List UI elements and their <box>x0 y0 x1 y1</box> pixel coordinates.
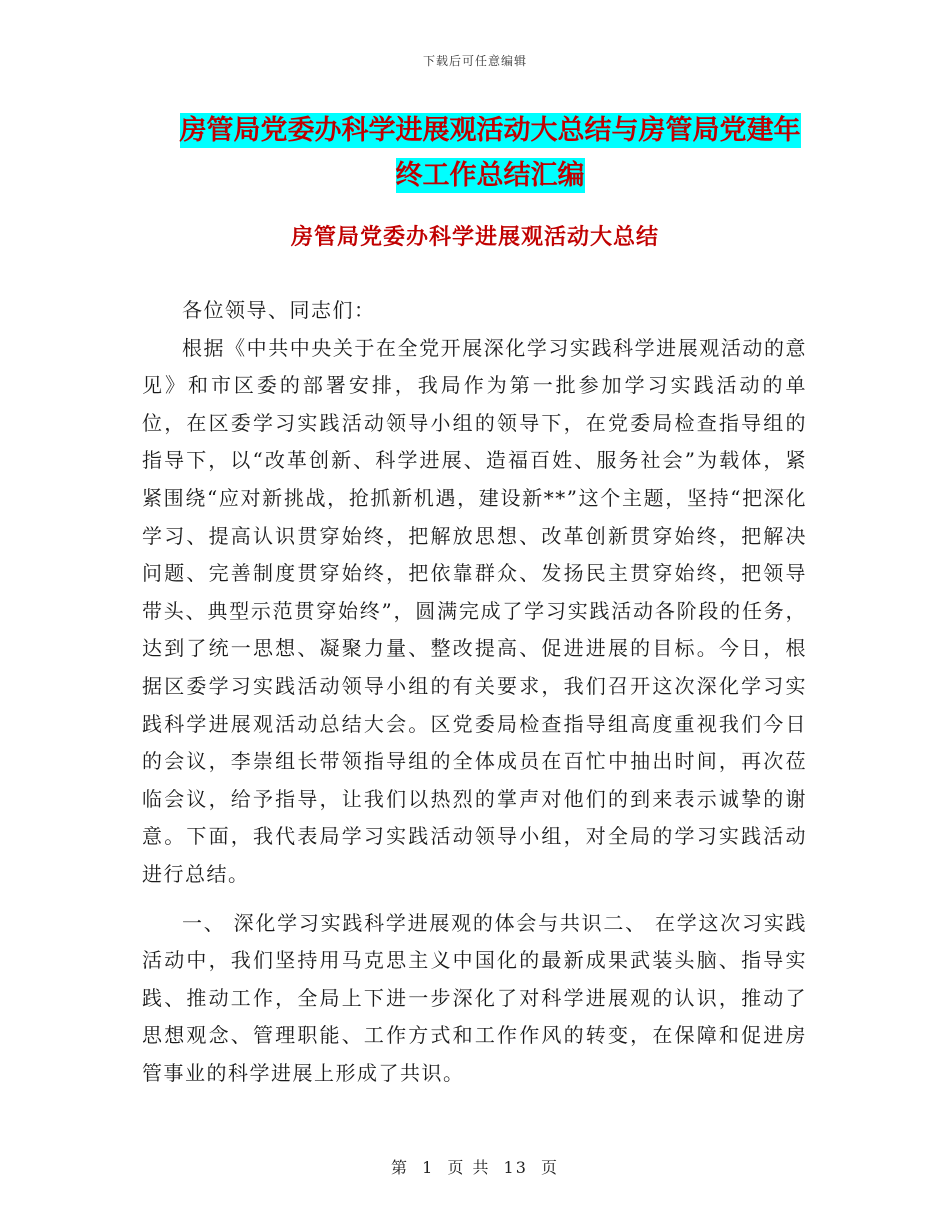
page-middle: 页 共 <box>447 1158 491 1177</box>
page-number: 1 <box>422 1158 435 1177</box>
salutation: 各位领导、同志们： <box>182 298 376 322</box>
page-footer <box>0 1155 950 1178</box>
body-paragraph-1: 根据《中共中央关于在全党开展深化学习实践科学进展观活动的意见》和市区委的部署安排，我局作为第一批参加学习实践活动的单位，在区委学习实践活动领导小组的领导下，在党委局检查指导组的指导下，以“改革创新、科学进展、造福百姓、服务社会”为载体，紧紧围绕“应对新挑战，抢抓新机遇，建设新**”这个主题，坚持“把深化学习、提高认识贯穿始终，把解放思想、改革创新贯穿始终，把解决问题、完善制度贯穿始终，把依靠群众、发扬民主贯穿始终，把领导带头、典型示范贯穿始终”，圆满完成了学习实践活动各阶段的任务，达到了统一思想、凝聚力量、整改提高、促进进展的目标。今日，根据区委学习实践活动领导小组的有关要求，我们召开这次深化学习实践科学进展观活动总结大会。区党委局检查指导组高度重视我们今日的会议，李崇组长带领指导组的全体成员在百忙中抽出时间，再次莅临会议，给予指导，让我们以热烈的掌声对他们的到来表示诚挚的谢意。下面，我代表局学习实践活动领导小组，对全局的学习实践活动进行总结。 <box>142 335 807 886</box>
page-suffix: 页 <box>541 1158 560 1177</box>
page-header-note: 下载后可任意编辑 <box>422 54 527 68</box>
document-title-line-2: 终工作总结汇编 <box>395 160 585 191</box>
document-body <box>142 292 807 1092</box>
document-title <box>140 108 840 198</box>
page-total: 13 <box>503 1158 528 1177</box>
document-title-line-1: 房管局党委办科学进展观活动大总结与房管局党建年 <box>179 115 801 146</box>
page-prefix: 第 <box>390 1158 409 1177</box>
body-paragraph-2: 一、 深化学习实践科学进展观的体会与共识二、 在学这次习实践活动中，我们坚持用马克思主义中国化的最新成果武装头脑、指导实践、推动工作，全局上下进一步深化了对科学进展观的认识，推动了思想观念、管理职能、工作方式和工作作风的转变，在保障和促进房管事业的科学进展上形成了共识。 <box>142 910 807 1085</box>
section-title: 房管局党委办科学进展观活动大总结 <box>290 225 659 250</box>
